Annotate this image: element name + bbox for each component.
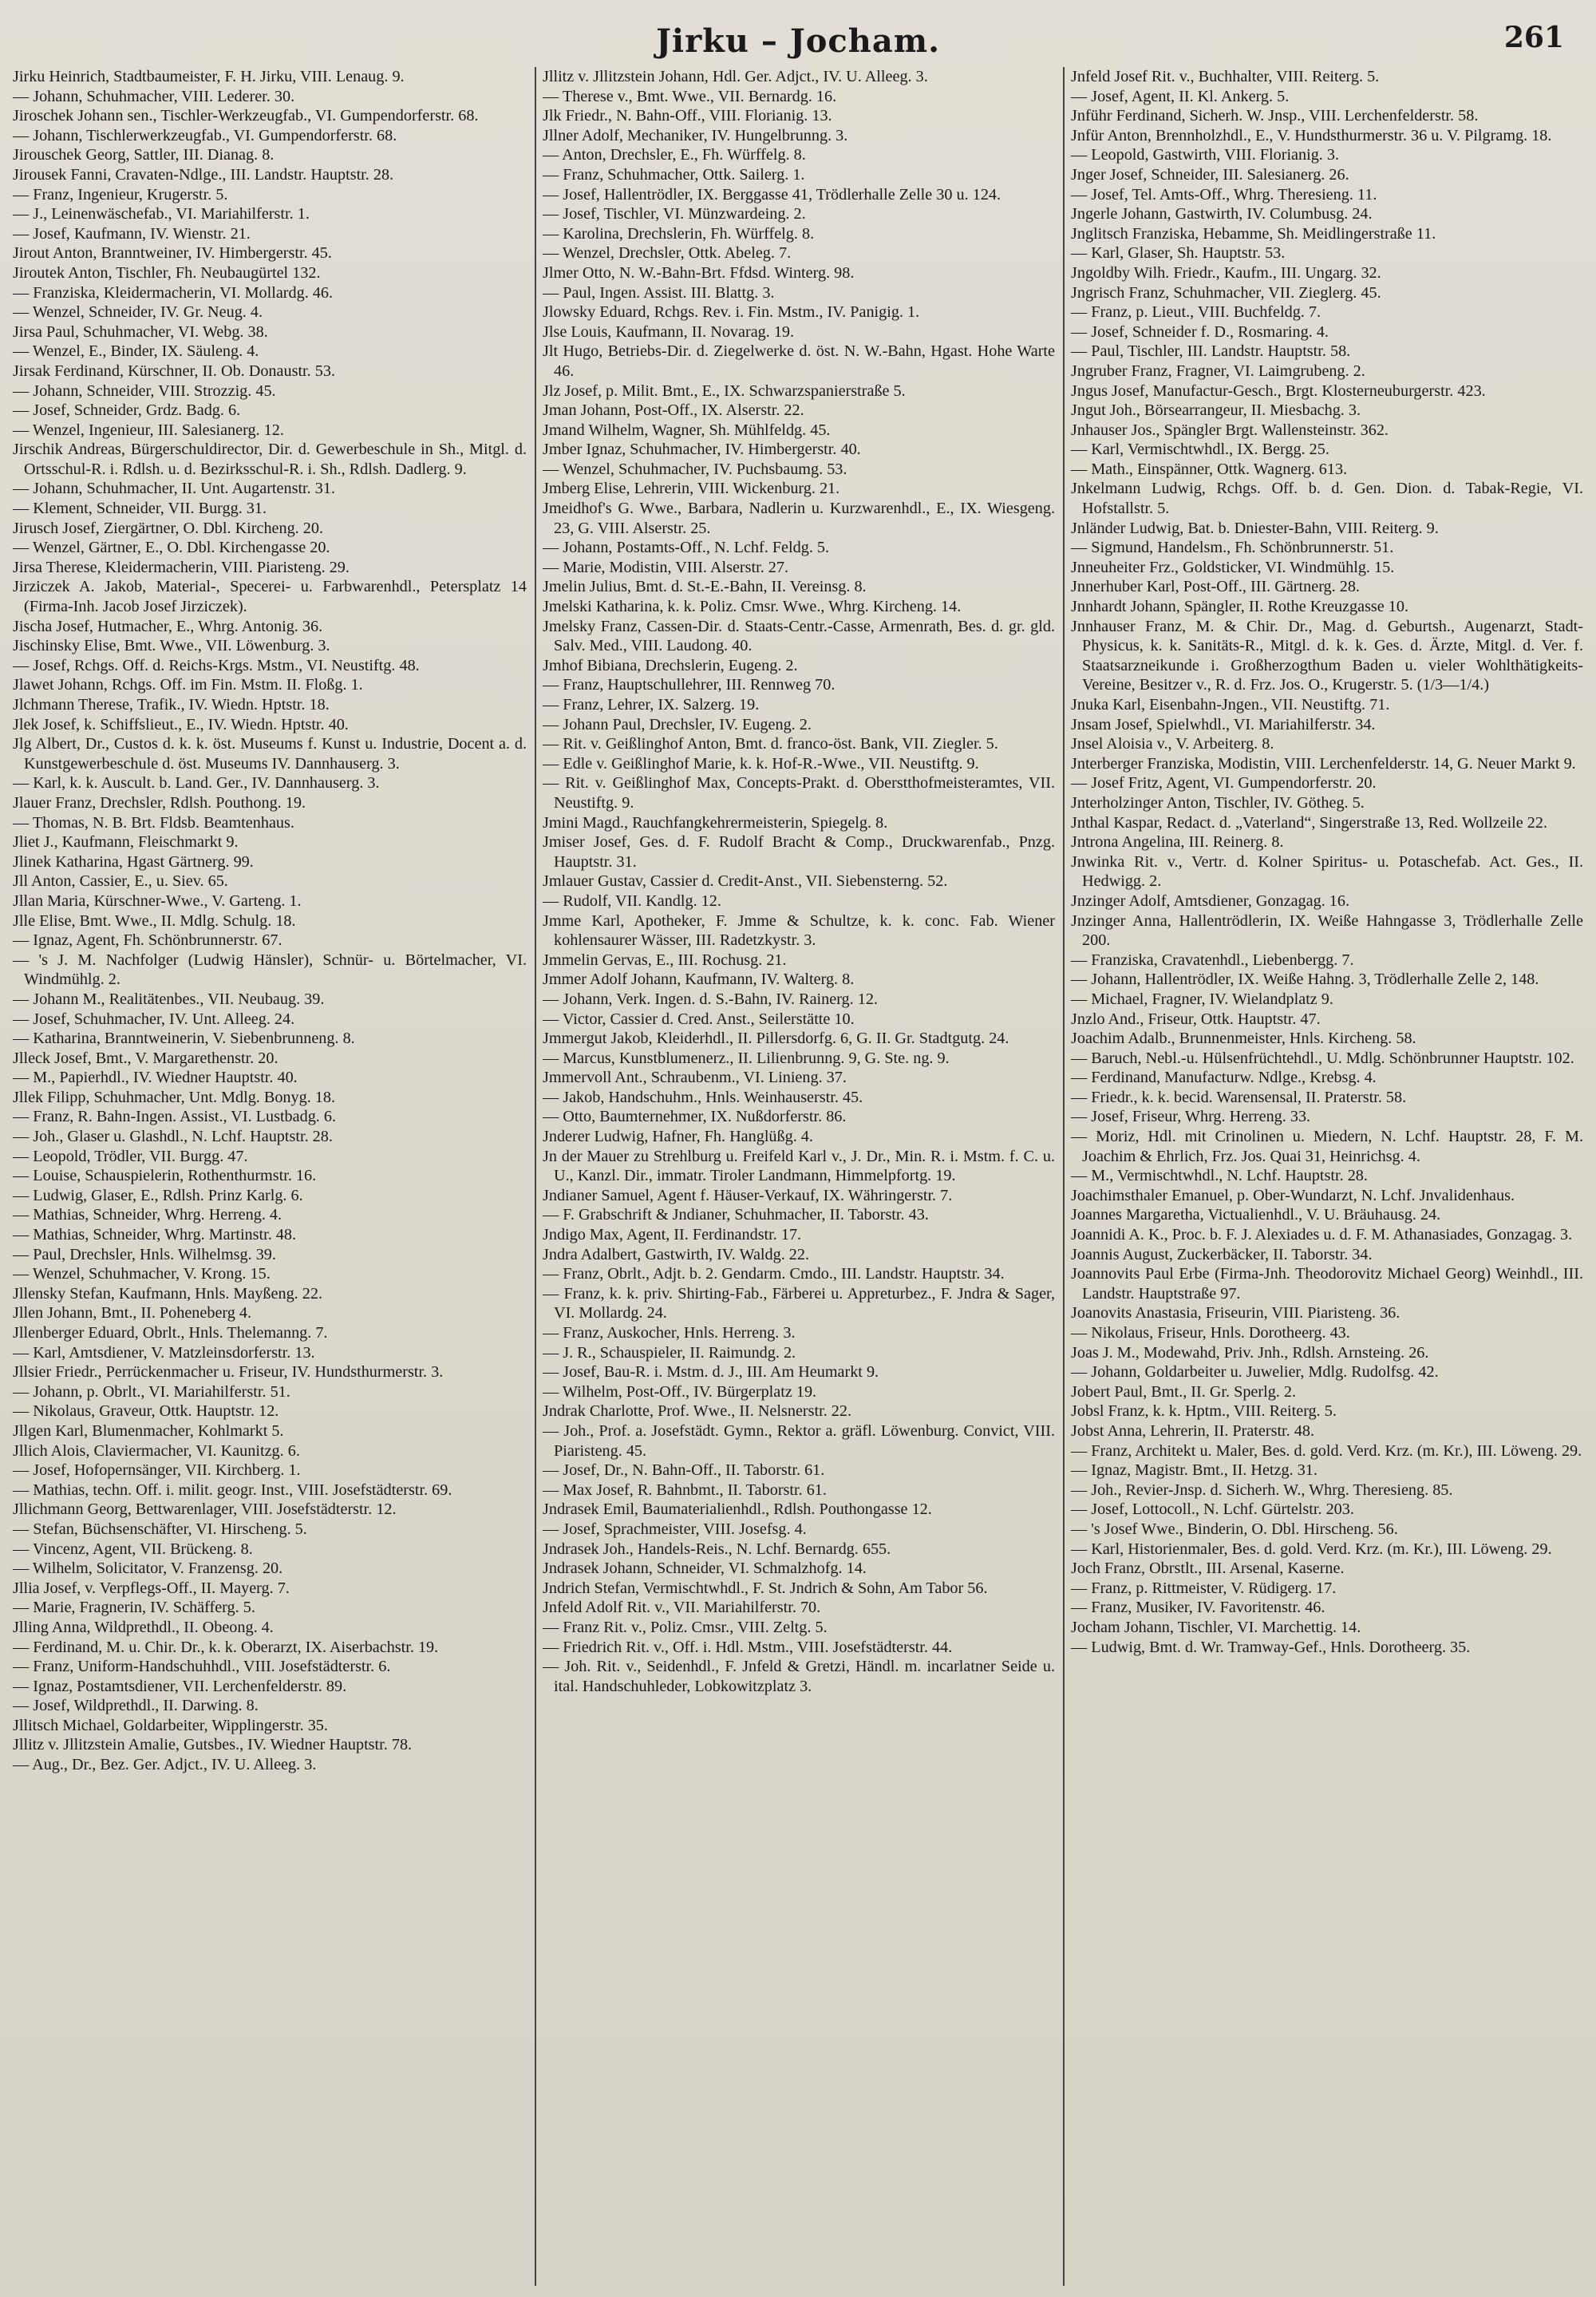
directory-entry: Jllensky Stefan, Kaufmann, Hnls. Mayßeng. 22. (13, 1284, 322, 1303)
directory-entry: — Marie, Fragnerin, IV. Schäfferg. 5. (13, 1599, 255, 1617)
directory-entry: Jndrasek Joh., Handels-Reis., N. Lchf. Bernardg. 655. (543, 1540, 891, 1558)
directory-entry: — Baruch, Nebl.-u. Hülsenfrüchtehdl., U. Mdlg. Schönbrunner Hauptstr. 102. (1071, 1049, 1574, 1067)
directory-entry: Jndigo Max, Agent, II. Ferdinandstr. 17. (543, 1226, 802, 1244)
directory-entry: — Ignaz, Agent, Fh. Schönbrunnerstr. 67. (13, 931, 282, 950)
directory-entry: Jobsl Franz, k. k. Hptm., VIII. Reiterg. 5. (1071, 1402, 1337, 1421)
directory-entry: Joannidi A. K., Proc. b. F. J. Alexiades u. d. F. M. Athanasiades, Gonzagag. 3. (1071, 1226, 1573, 1244)
directory-entry: — Franziska, Kleidermacherin, VI. Mollardg. 46. (13, 283, 334, 302)
directory-entry: Jllitsch Michael, Goldarbeiter, Wipplingerstr. 35. (13, 1716, 328, 1734)
directory-entry: — Rudolf, VII. Kandlg. 12. (543, 892, 721, 910)
directory-entry: — Josef, Rchgs. Off. d. Reichs-Krgs. Mstm., VI. Neustiftg. 48. (13, 656, 420, 674)
directory-entry: Jnthal Kaspar, Redact. d. „Vaterland“, Singerstraße 13, Red. Wollzeile 22. (1071, 813, 1548, 832)
directory-entry: Jmber Ignaz, Schuhmacher, IV. Himbergerstr. 40. (543, 441, 861, 459)
directory-entry: Jmiser Josef, Ges. d. F. Rudolf Bracht & Comp., Druckwarenfab., Pnzg. Hauptstr. 31. (543, 833, 1055, 871)
directory-entry: Jnger Josef, Schneider, III. Salesianerg. 26. (1071, 165, 1349, 184)
directory-entry: Jmelin Julius, Bmt. d. St.-E.-Bahn, II. Vereinsg. 8. (543, 578, 867, 596)
directory-entry: — Karl, Vermischtwhdl., IX. Bergg. 25. (1071, 441, 1329, 459)
directory-entry: — Josef, Kaufmann, IV. Wienstr. 21. (13, 224, 251, 243)
directory-entry: Jnwinka Rit. v., Vertr. d. Kolner Spiritus- u. Potaschefab. Act. Ges., II. Hedwigg. 2. (1071, 852, 1583, 891)
directory-entry: Jnzlo And., Friseur, Ottk. Hauptstr. 47. (1071, 1010, 1321, 1028)
directory-entry: Jlg Albert, Dr., Custos d. k. k. öst. Museums f. Kunst u. Industrie, Docent a. d. Kunstgewerbeschule d. öst. Museums IV. Dannhauserg. 3. (13, 735, 527, 773)
directory-entry: Jllia Josef, v. Verpflegs-Off., II. Mayerg. 7. (13, 1579, 290, 1597)
directory-entry: — Ignaz, Postamtsdiener, VII. Lerchenfelderstr. 89. (13, 1677, 347, 1695)
directory-entry: — Johann, Verk. Ingen. d. S.-Bahn, IV. Rainerg. 12. (543, 990, 878, 1008)
directory-entry: — Stefan, Büchsenschäfter, VI. Hirscheng. 5. (13, 1520, 307, 1538)
directory-columns (6, 67, 1590, 2286)
directory-entry: — Johann M., Realitätenbes., VII. Neubaug. 39. (13, 990, 325, 1008)
directory-entry: Jndianer Samuel, Agent f. Häuser-Verkauf, IX. Währingerstr. 7. (543, 1186, 953, 1204)
directory-entry: Jnländer Ludwig, Bat. b. Dniester-Bahn, VIII. Reiterg. 9. (1071, 519, 1439, 537)
directory-entry: Joanovits Anastasia, Friseurin, VIII. Piaristeng. 36. (1071, 1304, 1400, 1322)
directory-entry: Jlle Elise, Bmt. Wwe., II. Mdlg. Schulg. 18. (13, 911, 296, 930)
directory-entry: Jirousek Fanni, Cravaten-Ndlge., III. Landstr. Hauptstr. 28. (13, 165, 394, 184)
directory-entry: — Rit. v. Geißlinghof Anton, Bmt. d. franco-öst. Bank, VII. Ziegler. 5. (543, 735, 998, 753)
directory-entry: — Vincenz, Agent, VII. Brückeng. 8. (13, 1540, 253, 1558)
directory-entry: Jman Johann, Post-Off., IX. Alserstr. 22. (543, 401, 804, 420)
directory-entry: — Johann, Tischlerwerkzeugfab., VI. Gumpendorferstr. 68. (13, 126, 397, 144)
directory-entry: Jischa Josef, Hutmacher, E., Whrg. Antonig. 36. (13, 617, 323, 635)
directory-entry: — Josef, Wildprethdl., II. Darwing. 8. (13, 1697, 259, 1715)
directory-entry: Jnfeld Josef Rit. v., Buchhalter, VIII. Reiterg. 5. (1071, 68, 1380, 85)
directory-entry: — F. Grabschrift & Jndianer, Schuhmacher, II. Taborstr. 43. (543, 1206, 929, 1224)
directory-entry: — Franz, Ingenieur, Krugerstr. 5. (13, 185, 228, 204)
directory-entry: — Mathias, techn. Off. i. milit. geogr. Inst., VIII. Josefstädterstr. 69. (13, 1481, 452, 1499)
directory-entry: — Therese v., Bmt. Wwe., VII. Bernardg. 16. (543, 87, 837, 105)
directory-entry: Jmmervoll Ant., Schraubenm., VI. Linieng. 37. (543, 1069, 847, 1087)
directory-entry: Jmlauer Gustav, Cassier d. Credit-Anst., VII. Siebensterng. 52. (543, 872, 948, 891)
directory-entry: — Josef, Schneider f. D., Rosmaring. 4. (1071, 322, 1329, 341)
directory-entry: — Josef, Bau-R. i. Mstm. d. J., III. Am Heumarkt 9. (543, 1363, 879, 1382)
directory-entry: Jirsa Therese, Kleidermacherin, VIII. Piaristeng. 29. (13, 558, 350, 576)
directory-entry: Jndrasek Johann, Schneider, VI. Schmalzhofg. 14. (543, 1560, 867, 1578)
directory-entry: Jngrisch Franz, Schuhmacher, VII. Zieglerg. 45. (1071, 283, 1381, 302)
directory-entry: Jirziczek A. Jakob, Material-, Specerei- u. Farbwarenhdl., Petersplatz 14 (Firma-Inh. Jacob Josef Jirziczek). (13, 578, 527, 616)
directory-entry: Joannis August, Zuckerbäcker, II. Taborstr. 34. (1071, 1245, 1373, 1263)
directory-entry: — Karl, Glaser, Sh. Hauptstr. 53. (1071, 244, 1286, 263)
directory-entry: — Mathias, Schneider, Whrg. Herreng. 4. (13, 1206, 282, 1224)
directory-entry: Jngoldby Wilh. Friedr., Kaufm., III. Ungarg. 32. (1071, 263, 1381, 282)
directory-entry: — Paul, Drechsler, Hnls. Wilhelmsg. 39. (13, 1245, 276, 1263)
directory-entry: Jllich Alois, Claviermacher, VI. Kaunitzg. 6. (13, 1441, 300, 1460)
directory-entry: — Johann, Postamts-Off., N. Lchf. Feldg. 5. (543, 539, 830, 557)
directory-entry: — Franz, Auskocher, Hnls. Herreng. 3. (543, 1324, 796, 1342)
directory-entry: — Johann, Hallentrödler, IX. Weiße Hahng. 3, Trödlerhalle Zelle 2, 148. (1071, 971, 1539, 989)
directory-entry: — Jakob, Handschuhm., Hnls. Weinhauserstr. 45. (543, 1088, 863, 1106)
directory-entry: — Joh., Prof. a. Josefstädt. Gymn., Rektor a. gräfl. Löwenburg. Convict, VIII. Piaristeng. 45. (543, 1421, 1055, 1460)
directory-entry: — Katharina, Branntweinerin, V. Siebenbrunneng. 8. (13, 1030, 355, 1048)
directory-entry: Jnnhauser Franz, M. & Chir. Dr., Mag. d. Geburtsh., Augenarzt, Stadt-Physicus, k. k. Sanitäts-R., Mitgl. d. k. k. Ges. d. Ärzte, Mitgl. d. Ver. f. Staatsarzneikunde i. Großherzogthum Baden u. vieler Wohlthätigkeits-Vereine, Besitzer v., R. d. Frz. Jos. O., Krugerstr. 5. (1/3—1/4.) (1071, 617, 1583, 694)
directory-entry: Jnhauser Jos., Spängler Brgt. Wallensteinstr. 362. (1071, 421, 1389, 439)
directory-entry: — Karl, k. k. Auscult. b. Land. Ger., IV. Dannhauserg. 3. (13, 774, 380, 793)
directory-entry: — Ferdinand, M. u. Chir. Dr., k. k. Oberarzt, IX. Aiserbachstr. 19. (13, 1638, 439, 1656)
directory-entry: — Ignaz, Magistr. Bmt., II. Hetzg. 31. (1071, 1461, 1317, 1480)
directory-entry: Jischinsky Elise, Bmt. Wwe., VII. Löwenburg. 3. (13, 637, 330, 655)
directory-entry: Jmand Wilhelm, Wagner, Sh. Mühlfeldg. 45. (543, 421, 831, 439)
directory-entry: — Max Josef, R. Bahnbmt., II. Taborstr. 61. (543, 1481, 827, 1499)
directory-entry: — Wilhelm, Solicitator, V. Franzensg. 20. (13, 1560, 283, 1578)
directory-entry: — Nikolaus, Friseur, Hnls. Dorotheerg. 43. (1071, 1324, 1350, 1342)
directory-entry: — Josef, Sprachmeister, VIII. Josefsg. 4. (543, 1520, 807, 1538)
directory-entry: — Otto, Baumternehmer, IX. Nußdorferstr. 86. (543, 1108, 847, 1126)
directory-entry: — 's Josef Wwe., Binderin, O. Dbl. Hirscheng. 56. (1071, 1520, 1398, 1538)
directory-entry: Jobst Anna, Lehrerin, II. Praterstr. 48. (1071, 1421, 1314, 1440)
directory-entry: Jmmergut Jakob, Kleiderhdl., II. Pillersdorfg. 6, G. II. Gr. Stadtgutg. 24. (543, 1030, 1009, 1048)
directory-entry: — Klement, Schneider, VII. Burgg. 31. (13, 500, 267, 518)
directory-entry: Jllenberger Eduard, Obrlt., Hnls. Thelemanng. 7. (13, 1324, 328, 1342)
directory-entry: — Joh., Glaser u. Glashdl., N. Lchf. Hauptstr. 28. (13, 1128, 333, 1146)
directory-entry: Jliet J., Kaufmann, Fleischmarkt 9. (13, 833, 239, 852)
directory-entry: — Franz, p. Lieut., VIII. Buchfeldg. 7. (1071, 303, 1321, 322)
directory-entry: — Johann, Schuhmacher, II. Unt. Augartenstr. 31. (13, 480, 335, 498)
directory-entry: — Paul, Ingen. Assist. III. Blattg. 3. (543, 283, 775, 302)
directory-entry: — J. R., Schauspieler, II. Raimundg. 2. (543, 1343, 796, 1362)
directory-entry: Jnführ Ferdinand, Sicherh. W. Jnsp., VIII. Lerchenfelderstr. 58. (1071, 107, 1479, 125)
directory-entry: Jllner Adolf, Mechaniker, IV. Hungelbrunng. 3. (543, 126, 848, 144)
directory-entry: — Johann, Schneider, VIII. Strozzig. 45. (13, 382, 276, 400)
directory-entry: — Marcus, Kunstblumenerz., II. Lilienbrunng. 9, G. Ste. ng. 9. (543, 1049, 950, 1067)
directory-entry: Jnnhardt Johann, Spängler, II. Rothe Kreuzgasse 10. (1071, 598, 1409, 616)
directory-entry: Jirout Anton, Branntweiner, IV. Himbergerstr. 45. (13, 244, 332, 263)
directory-entry: — Franz, Architekt u. Maler, Bes. d. gold. Verd. Krz. (m. Kr.), III. Löweng. 29. (1071, 1441, 1582, 1460)
directory-entry: — Josef, Hallentrödler, IX. Berggasse 41, Trödlerhalle Zelle 30 u. 124. (543, 185, 1001, 204)
directory-entry: Jlchmann Therese, Trafik., IV. Wiedn. Hptstr. 18. (13, 696, 330, 714)
directory-entry: — Karolina, Drechslerin, Fh. Würffelg. 8. (543, 224, 815, 243)
directory-entry: — Leopold, Trödler, VII. Burgg. 47. (13, 1147, 248, 1165)
directory-entry: Jllitz v. Jllitzstein Amalie, Gutsbes., IV. Wiedner Hauptstr. 78. (13, 1736, 413, 1754)
directory-entry: — Mathias, Schneider, Whrg. Martinstr. 48. (13, 1226, 297, 1244)
directory-entry: Jntrona Angelina, III. Reinerg. 8. (1071, 833, 1284, 852)
directory-entry: Jlowsky Eduard, Rchgs. Rev. i. Fin. Mstm., IV. Panigig. 1. (543, 303, 920, 322)
directory-entry: — Wenzel, Drechsler, Ottk. Abeleg. 7. (543, 244, 792, 263)
directory-entry: Jllitz v. Jllitzstein Johann, Hdl. Ger. Adjct., IV. U. Alleeg. 3. (543, 68, 928, 85)
directory-entry: Jlse Louis, Kaufmann, II. Novarag. 19. (543, 322, 795, 341)
directory-entry: Jmberg Elise, Lehrerin, VIII. Wickenburg. 21. (543, 480, 840, 498)
directory-entry: — 's J. M. Nachfolger (Ludwig Hänsler), Schnür- u. Börtelmacher, VI. Windmühlg. 2. (13, 951, 527, 989)
directory-entry: Joachimsthaler Emanuel, p. Ober-Wundarzt, N. Lchf. Jnvalidenhaus. (1071, 1186, 1515, 1204)
directory-entry: — Joh., Revier-Jnsp. d. Sicherh. W., Whrg. Theresieng. 85. (1071, 1481, 1453, 1499)
directory-entry: Jlek Josef, k. Schiffslieut., E., IV. Wiedn. Hptstr. 40. (13, 715, 349, 733)
directory-entry: — Wenzel, Schneider, IV. Gr. Neug. 4. (13, 303, 263, 322)
directory-entry: — Wenzel, Schuhmacher, IV. Puchsbaumg. 53. (543, 460, 847, 478)
directory-entry: — Friedrich Rit. v., Off. i. Hdl. Mstm., VIII. Josefstädterstr. 44. (543, 1638, 953, 1656)
directory-entry: — Wilhelm, Post-Off., IV. Bürgerplatz 19. (543, 1382, 817, 1401)
directory-entry: Jndrasek Emil, Baumaterialienhdl., Rdlsh. Pouthongasse 12. (543, 1500, 932, 1519)
directory-entry: Jlz Josef, p. Milit. Bmt., E., IX. Schwarzspanierstraße 5. (543, 382, 906, 400)
directory-entry: Jobert Paul, Bmt., II. Gr. Sperlg. 2. (1071, 1382, 1297, 1401)
directory-entry: — Math., Einspänner, Ottk. Wagnerg. 613. (1071, 460, 1348, 478)
directory-entry: Jndra Adalbert, Gastwirth, IV. Waldg. 22. (543, 1245, 810, 1263)
directory-entry: Jnglitsch Franziska, Hebamme, Sh. Meidlingerstraße 11. (1071, 224, 1436, 243)
directory-entry: Jn der Mauer zu Strehlburg u. Freifeld Karl v., J. Dr., Min. R. i. Mstm. f. C. u. U., Kanzl. Dir., immatr. Tiroler Landmann, Himmelpfortg. 19. (543, 1147, 1055, 1185)
directory-entry: — Josef, Tischler, VI. Münzwardeing. 2. (543, 205, 806, 223)
directory-entry: Jllek Filipp, Schuhmacher, Unt. Mdlg. Bonyg. 18. (13, 1088, 336, 1106)
directory-entry: — J., Leinenwäschefab., VI. Mariahilferstr. 1. (13, 205, 310, 223)
page-number: 261 (1503, 21, 1564, 54)
directory-entry: — Franz, Lehrer, IX. Salzerg. 19. (543, 696, 760, 714)
directory-entry: — Franz, p. Rittmeister, V. Rüdigerg. 17. (1071, 1579, 1337, 1597)
directory-entry: Joachim Adalb., Brunnenmeister, Hnls. Kircheng. 58. (1071, 1030, 1416, 1048)
directory-entry: — Joh. Rit. v., Seidenhdl., F. Jnfeld & Gretzi, Händl. m. incarlatner Seide u. ital. Handschuhleder, Lobkowitzplatz 3. (543, 1658, 1055, 1695)
directory-entry: Jirku Heinrich, Stadtbaumeister, F. H. Jirku, VIII. Lenaug. 9. (13, 68, 405, 85)
directory-entry: — Josef, Friseur, Whrg. Herreng. 33. (1071, 1108, 1311, 1126)
directory-entry: Jirusch Josef, Ziergärtner, O. Dbl. Kircheng. 20. (13, 519, 324, 537)
directory-entry: Jngruber Franz, Fragner, VI. Laimgrubeng. 2. (1071, 362, 1365, 380)
directory-entry: Jllichmann Georg, Bettwarenlager, VIII. Josefstädterstr. 12. (13, 1500, 397, 1519)
directory-entry: — Victor, Cassier d. Cred. Anst., Seilerstätte 10. (543, 1010, 855, 1028)
directory-entry: Jnkelmann Ludwig, Rchgs. Off. b. d. Gen. Dion. d. Tabak-Regie, VI. Hofstallstr. 5. (1071, 480, 1583, 518)
directory-entry: — Edle v. Geißlinghof Marie, k. k. Hof-R.-Wwe., VII. Neustiftg. 9. (543, 754, 979, 773)
directory-entry: Jlleck Josef, Bmt., V. Margarethenstr. 20. (13, 1049, 279, 1067)
directory-entry: Jlinek Katharina, Hgast Gärtnerg. 99. (13, 852, 254, 871)
directory-entry: — Wenzel, Gärtner, E., O. Dbl. Kirchengasse 20. (13, 539, 330, 557)
page-title: Jirku – Jocham. (655, 22, 941, 60)
directory-entry: Joch Franz, Obrstlt., III. Arsenal, Kaserne. (1071, 1560, 1345, 1578)
directory-entry: — Josef Fritz, Agent, VI. Gumpendorferstr. 20. (1071, 774, 1377, 793)
directory-entry: — Franz, Hauptschullehrer, III. Rennweg 70. (543, 676, 836, 694)
column-2 (535, 67, 1061, 2286)
directory-entry: Jocham Johann, Tischler, VI. Marchettig. 14. (1071, 1618, 1361, 1636)
directory-entry: — Josef, Tel. Amts-Off., Whrg. Theresieng. 11. (1071, 185, 1377, 204)
directory-entry: — Michael, Fragner, IV. Wielandplatz 9. (1071, 990, 1333, 1008)
directory-entry: Jirsa Paul, Schuhmacher, VI. Webg. 38. (13, 322, 268, 341)
directory-entry: — Karl, Amtsdiener, V. Matzleinsdorferstr. 13. (13, 1343, 315, 1362)
directory-entry: — Franziska, Cravatenhdl., Liebenbergg. 7. (1071, 951, 1354, 969)
directory-entry: — Paul, Tischler, III. Landstr. Hauptstr. 58. (1071, 342, 1351, 361)
directory-entry: — M., Vermischtwhdl., N. Lchf. Hauptstr. 28. (1071, 1167, 1368, 1185)
directory-entry: Jllsier Friedr., Perrückenmacher u. Friseur, IV. Hundsthurmerstr. 3. (13, 1363, 444, 1382)
column-1 (6, 67, 533, 2286)
directory-entry: — Franz Rit. v., Poliz. Cmsr., VIII. Zeltg. 5. (543, 1618, 828, 1636)
directory-entry: Jlmer Otto, N. W.-Bahn-Brt. Ffdsd. Winterg. 98. (543, 263, 855, 282)
directory-entry: Joannovits Paul Erbe (Firma-Jnh. Theodorovitz Michael Georg) Weinhdl., III. Landstr. Hauptstraße 97. (1071, 1265, 1583, 1303)
directory-entry: Jmmelin Gervas, E., III. Rochusg. 21. (543, 951, 787, 969)
directory-entry: Jndrich Stefan, Vermischtwhdl., F. St. Jndrich & Sohn, Am Tabor 56. (543, 1579, 988, 1597)
directory-entry: — Josef, Agent, II. Kl. Ankerg. 5. (1071, 87, 1290, 105)
directory-entry: Jllgen Karl, Blumenmacher, Kohlmarkt 5. (13, 1421, 284, 1440)
directory-entry: — Rit. v. Geißlinghof Max, Concepts-Prakt. d. Oberstthofmeisteramtes, VII. Neustiftg. 9. (543, 774, 1055, 812)
directory-entry: Jnderer Ludwig, Hafner, Fh. Hanglüßg. 4. (543, 1128, 813, 1146)
directory-entry: — Wenzel, Ingenieur, III. Salesianerg. 12. (13, 421, 284, 439)
directory-entry: — Franz, Obrlt., Adjt. b. 2. Gendarm. Cmdo., III. Landstr. Hauptstr. 34. (543, 1265, 1005, 1283)
directory-entry: — Josef, Lottocoll., N. Lchf. Gürtelstr. 203. (1071, 1500, 1354, 1519)
directory-entry: Jnzinger Anna, Hallentrödlerin, IX. Weiße Hahngasse 3, Trödlerhalle Zelle 200. (1071, 911, 1583, 950)
directory-entry: — Leopold, Gastwirth, VIII. Florianig. 3. (1071, 146, 1340, 164)
directory-entry: — Louise, Schauspielerin, Rothenthurmstr. 16. (13, 1167, 317, 1185)
directory-entry: — Franz, Musiker, IV. Favoritenstr. 46. (1071, 1599, 1325, 1617)
directory-entry: — Johann, Goldarbeiter u. Juwelier, Mdlg. Rudolfsg. 42. (1071, 1363, 1439, 1382)
directory-entry: Jnfeld Adolf Rit. v., VII. Mariahilferstr. 70. (543, 1599, 821, 1617)
directory-entry: Jnuka Karl, Eisenbahn-Jngen., VII. Neustiftg. 71. (1071, 696, 1390, 714)
directory-entry: — Johann, Schuhmacher, VIII. Lederer. 30. (13, 87, 295, 105)
directory-entry: Jirouschek Georg, Sattler, III. Dianag. 8. (13, 146, 275, 164)
directory-entry: Jll Anton, Cassier, E., u. Siev. 65. (13, 872, 228, 891)
directory-entry: — Johann Paul, Drechsler, IV. Eugeng. 2. (543, 715, 812, 733)
directory-entry: Jlauer Franz, Drechsler, Rdlsh. Pouthong. 19. (13, 793, 306, 812)
directory-entry: Jmmer Adolf Johann, Kaufmann, IV. Walterg. 8. (543, 971, 855, 989)
directory-entry: Jmini Magd., Rauchfangkehrermeisterin, Spiegelg. 8. (543, 813, 888, 832)
directory-entry: — Franz, R. Bahn-Ingen. Assist., VI. Lustbadg. 6. (13, 1108, 337, 1126)
directory-entry: — Ferdinand, Manufacturw. Ndlge., Krebsg. 4. (1071, 1069, 1377, 1087)
column-3 (1063, 67, 1590, 2286)
directory-entry: — Thomas, N. B. Brt. Fldsb. Beamtenhaus. (13, 813, 294, 832)
directory-entry: Jmeidhof's G. Wwe., Barbara, Nadlerin u. Kurzwarenhdl., E., IX. Wiesgeng. 23, G. VIII. Alserstr. 25. (543, 500, 1055, 537)
directory-entry: Jnneuheiter Frz., Goldsticker, VI. Windmühlg. 15. (1071, 558, 1395, 576)
directory-entry: — Josef, Dr., N. Bahn-Off., II. Taborstr. 61. (543, 1461, 825, 1480)
directory-entry: — Franz, k. k. priv. Shirting-Fab., Färberei u. Appreturbez., F. Jndra & Sager, VI. Mollardg. 24. (543, 1284, 1055, 1322)
directory-entry: Jirschik Andreas, Bürgerschuldirector, Dir. d. Gewerbeschule in Sh., Mitgl. d. Ortsschul-R. i. Rdlsh. u. d. Bezirksschul-R. i. Sh., Rdlsh. Dadlerg. 9. (13, 441, 527, 478)
directory-entry: — Karl, Historienmaler, Bes. d. gold. Verd. Krz. (m. Kr.), III. Löweng. 29. (1071, 1540, 1552, 1558)
directory-entry: Jlling Anna, Wildprethdl., II. Obeong. 4. (13, 1618, 274, 1636)
directory-entry: — Friedr., k. k. becid. Warensensal, II. Praterstr. 58. (1071, 1088, 1407, 1106)
directory-entry: Jllen Johann, Bmt., II. Poheneberg 4. (13, 1304, 252, 1322)
directory-entry: — Nikolaus, Graveur, Ottk. Hauptstr. 12. (13, 1402, 279, 1421)
directory-entry: — M., Papierhdl., IV. Wiedner Hauptstr. 40. (13, 1069, 298, 1087)
page-header (0, 16, 1596, 64)
directory-entry: — Aug., Dr., Bez. Ger. Adjct., IV. U. Alleeg. 3. (13, 1756, 317, 1774)
directory-entry: — Josef, Schneider, Grdz. Badg. 6. (13, 401, 241, 420)
directory-entry: Joas J. M., Modewahd, Priv. Jnh., Rdlsh. Arnsteing. 26. (1071, 1343, 1429, 1362)
directory-entry: — Franz, Schuhmacher, Ottk. Sailerg. 1. (543, 165, 805, 184)
directory-entry: Jllan Maria, Kürschner-Wwe., V. Garteng. 1. (13, 892, 302, 910)
directory-entry: Jnsel Aloisia v., V. Arbeiterg. 8. (1071, 735, 1274, 753)
directory-entry: — Josef, Hofopernsänger, VII. Kirchberg. 1. (13, 1461, 301, 1480)
directory-entry: — Wenzel, Schuhmacher, V. Krong. 15. (13, 1265, 271, 1283)
directory-entry: Jlk Friedr., N. Bahn-Off., VIII. Florianig. 13. (543, 107, 832, 125)
directory-entry: Jndrak Charlotte, Prof. Wwe., II. Nelsnerstr. 22. (543, 1402, 852, 1421)
directory-entry: Jngus Josef, Manufactur-Gesch., Brgt. Klosterneuburgerstr. 423. (1071, 382, 1486, 400)
directory-entry: — Ludwig, Glaser, E., Rdlsh. Prinz Karlg. 6. (13, 1186, 303, 1204)
directory-entry: — Wenzel, E., Binder, IX. Säuleng. 4. (13, 342, 259, 361)
directory-entry: Jiroschek Johann sen., Tischler-Werkzeugfab., VI. Gumpendorferstr. 68. (13, 107, 479, 125)
directory-entry: — Sigmund, Handelsm., Fh. Schönbrunnerstr. 51. (1071, 539, 1394, 557)
directory-entry: Jnnerhuber Karl, Post-Off., III. Gärtnerg. 28. (1071, 578, 1360, 596)
directory-entry: Jmhof Bibiana, Drechslerin, Eugeng. 2. (543, 656, 798, 674)
directory-entry: Jnterberger Franziska, Modistin, VIII. Lerchenfelderstr. 14, G. Neuer Markt 9. (1071, 754, 1576, 773)
directory-entry: Jlawet Johann, Rchgs. Off. im Fin. Mstm. II. Floßg. 1. (13, 676, 363, 694)
directory-entry: Jirsak Ferdinand, Kürschner, II. Ob. Donaustr. 53. (13, 362, 335, 380)
directory-entry: Joannes Margaretha, Victualienhdl., V. U. Bräuhausg. 24. (1071, 1206, 1441, 1224)
directory-entry: — Josef, Schuhmacher, IV. Unt. Alleeg. 24. (13, 1010, 295, 1028)
directory-entry: — Ludwig, Bmt. d. Wr. Tramway-Gef., Hnls. Dorotheerg. 35. (1071, 1638, 1471, 1656)
directory-entry: Jnzinger Adolf, Amtsdiener, Gonzagag. 16. (1071, 892, 1350, 910)
directory-entry: — Franz, Uniform-Handschuhhdl., VIII. Josefstädterstr. 6. (13, 1658, 391, 1676)
directory-entry: Jmelski Katharina, k. k. Poliz. Cmsr. Wwe., Whrg. Kircheng. 14. (543, 598, 962, 616)
directory-entry: — Marie, Modistin, VIII. Alserstr. 27. (543, 558, 789, 576)
directory-entry: — Moriz, Hdl. mit Crinolinen u. Miedern, N. Lchf. Hauptstr. 28, F. M. Joachim & Ehrlich, Frz. Jos. Quai 31, Heinrichsg. 4. (1071, 1128, 1583, 1165)
directory-entry: Jngerle Johann, Gastwirth, IV. Columbusg. 24. (1071, 205, 1373, 223)
directory-entry: — Johann, p. Obrlt., VI. Mariahilferstr. 51. (13, 1382, 290, 1401)
directory-entry: Jnsam Josef, Spielwhdl., VI. Mariahilferstr. 34. (1071, 715, 1376, 733)
directory-entry: Jiroutek Anton, Tischler, Fh. Neubaugürtel 132. (13, 263, 321, 282)
directory-entry: — Anton, Drechsler, E., Fh. Würffelg. 8. (543, 146, 806, 164)
directory-entry: Jnterholzinger Anton, Tischler, IV. Götheg. 5. (1071, 793, 1365, 812)
directory-entry: Jnfür Anton, Brennholzhdl., E., V. Hundsthurmerstr. 36 u. V. Pilgramg. 18. (1071, 126, 1552, 144)
directory-entry: Jmelsky Franz, Cassen-Dir. d. Staats-Centr.-Casse, Armenrath, Bes. d. gr. gld. Salv. Med., VIII. Laudong. 40. (543, 617, 1055, 655)
directory-entry: Jlt Hugo, Betriebs-Dir. d. Ziegelwerke d. öst. N. W.-Bahn, Hgast. Hohe Warte 46. (543, 342, 1055, 380)
directory-entry: Jmme Karl, Apotheker, F. Jmme & Schultze, k. k. conc. Fab. Wiener kohlensaurer Wässer, III. Radetzkystr. 3. (543, 911, 1055, 950)
directory-entry: Jngut Joh., Börsearrangeur, II. Miesbachg. 3. (1071, 401, 1361, 420)
